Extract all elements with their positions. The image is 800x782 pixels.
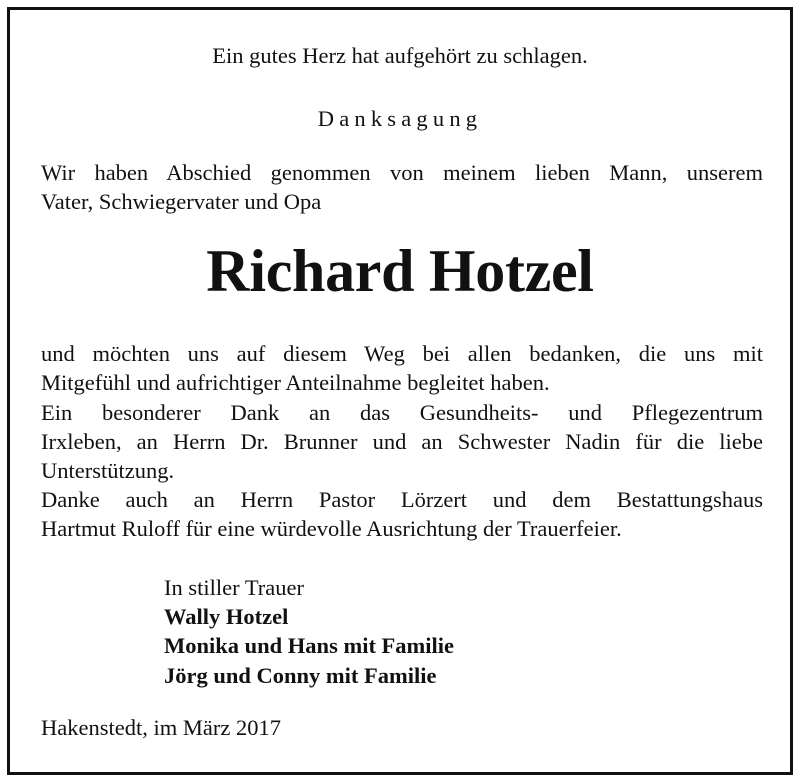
special-thanks-line: Irxleben, an Herrn Dr. Brunner und an Schwester Nadin für die liebe bbox=[41, 429, 763, 455]
intro-line: Wir haben Abschied genommen von meinem lieben Mann, unserem bbox=[41, 160, 763, 185]
obituary-notice bbox=[7, 7, 793, 775]
mourner-name: Wally Hotzel bbox=[164, 604, 289, 630]
special-thanks-paragraph bbox=[41, 398, 763, 486]
mourner-name: Jörg und Conny mit Familie bbox=[164, 662, 437, 688]
thanks-paragraph bbox=[41, 339, 763, 397]
special-thanks-line: Ein besonderer Dank an das Gesundheits- und Pflegezentrum bbox=[41, 400, 763, 425]
intro-paragraph bbox=[41, 158, 763, 216]
thanks-title: Danksagung bbox=[317, 106, 483, 131]
special-thanks-line: Unterstützung. bbox=[41, 458, 175, 484]
funeral-thanks-paragraph bbox=[41, 485, 763, 543]
deceased-name: Richard Hotzel bbox=[206, 238, 594, 304]
intro-line: Vater, Schwiegervater und Opa bbox=[41, 189, 322, 215]
notice-heading: Ein gutes Herz hat aufgehört zu schlagen. bbox=[212, 43, 588, 68]
funeral-thanks-line: Hartmut Ruloff für eine würdevolle Ausrichtung der Trauerfeier. bbox=[41, 516, 622, 542]
mourner-name: Monika und Hans mit Familie bbox=[164, 633, 455, 659]
place-and-date: Hakenstedt, im März 2017 bbox=[41, 715, 281, 740]
thanks-line: und möchten uns auf diesem Weg bei allen bedanken, die uns mit bbox=[41, 341, 763, 366]
signature-intro: In stiller Trauer bbox=[164, 575, 304, 600]
funeral-thanks-line: Danke auch an Herrn Pastor Lörzert und dem Bestattungshaus bbox=[41, 487, 763, 512]
thanks-line: Mitgefühl und aufrichtiger Anteilnahme begleitet haben. bbox=[41, 370, 550, 396]
mourners-signature bbox=[164, 573, 454, 690]
